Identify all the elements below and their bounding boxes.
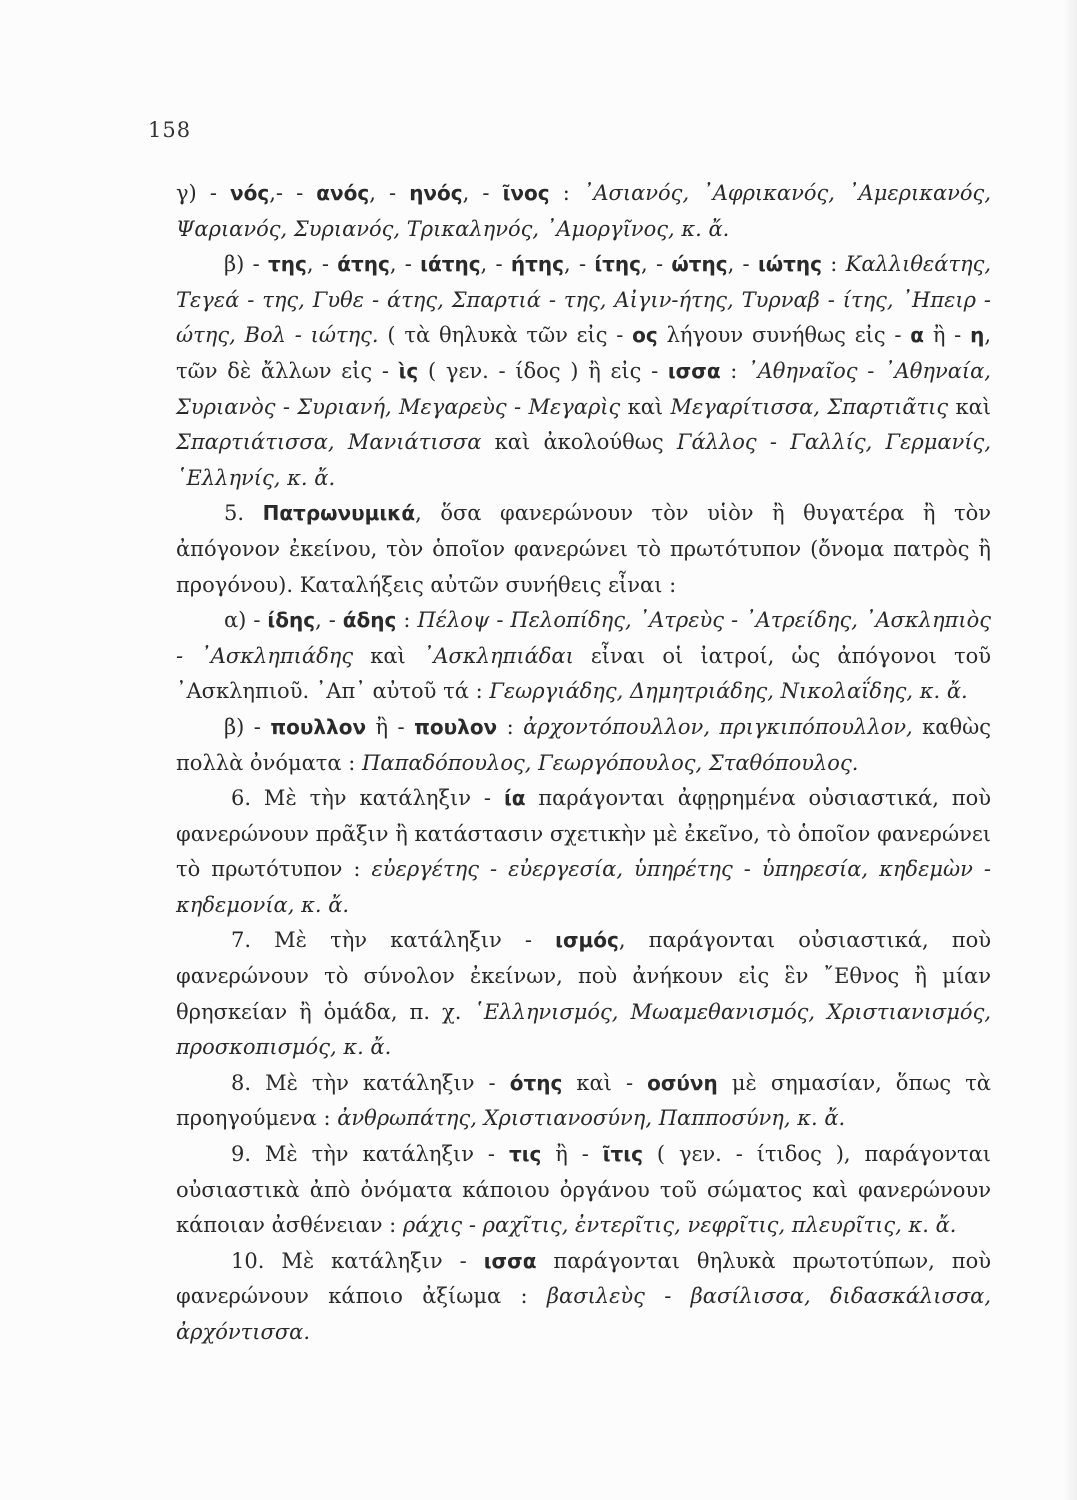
bold-suffix: η bbox=[970, 323, 985, 348]
text-run: : bbox=[497, 714, 524, 739]
text-run: καὶ bbox=[620, 394, 671, 419]
text-run: καὶ - bbox=[562, 1070, 648, 1095]
italic-example: Γεωργιάδης, Δημητριάδης, Νικολαΐδης, κ. ἄ. bbox=[489, 679, 968, 704]
text-run: : bbox=[549, 181, 583, 205]
text-run: : bbox=[821, 252, 846, 277]
bold-suffix: ος bbox=[632, 323, 658, 348]
text-run: παράγονται ἀφῃρημένα οὐσιαστικά, ποὺ φανερώνουν πρᾶξιν ἢ κατάστασιν σχετικὴν μὲ ἐκεῖνο, τὸ ὁποῖον φανερώνει τὸ πρωτότυπον : bbox=[176, 786, 991, 882]
paragraph bbox=[176, 923, 991, 1065]
text-run: , ὅσα φανερώνουν τὸν υἱὸν ἢ θυγατέρα ἢ τὸν ἀπόγονον ἐκείνου, τὸν ὁποῖον φανερώνει τὸ πρωτότυπον (ὄνομα πατρὸς ἢ προγόνου). Καταλήξεις αὐτῶν συνήθεις εἶναι : bbox=[176, 501, 991, 597]
paragraph bbox=[176, 176, 991, 247]
paragraph bbox=[176, 1137, 991, 1244]
bold-suffix: Πατρωνυμικά bbox=[262, 501, 416, 526]
italic-example: ῾Ελληνισμός, Μωαμεθανισμός, Χριστιανισμός, προσκοπισμός, κ. ἄ. bbox=[176, 999, 991, 1060]
bold-suffix: ῖτις bbox=[602, 1142, 643, 1167]
italic-example: βασιλεὺς - βασίλισσα, διδασκάλισσα, ἀρχόντισσα. bbox=[176, 1284, 992, 1344]
text-run: καὶ ἀκολούθως bbox=[481, 430, 677, 455]
paragraph bbox=[176, 710, 991, 781]
text-run: εἶναι οἱ ἰατροί, ὡς ἀπόγονοι τοῦ ᾿Ασκληπιοῦ. ᾿Απ᾿ αὐτοῦ τά : bbox=[176, 643, 992, 704]
bold-suffix: ήτης bbox=[510, 252, 564, 277]
text-run: ἢ - bbox=[541, 1142, 603, 1167]
text-run: , - bbox=[315, 608, 343, 633]
text-run: 8. Μὲ τὴν κατάληξιν - bbox=[231, 1070, 510, 1095]
bold-suffix: ίτης bbox=[594, 252, 641, 277]
text-run: 5. bbox=[224, 501, 263, 526]
italic-example: ᾿Αθηναῖος - ᾿Αθηναία, Συριανὸς - Συριανή, Μεγαρεὺς - Μεγαρὶς bbox=[176, 358, 991, 419]
text-run: μὲ σημασίαν, ὅπως τὰ προηγούμενα : bbox=[176, 1070, 991, 1131]
text-run: , - bbox=[369, 181, 410, 205]
text-run: , - bbox=[480, 252, 511, 277]
bold-suffix: ῖνος bbox=[502, 181, 550, 205]
paragraph bbox=[176, 1066, 991, 1137]
text-run: ,- - bbox=[269, 181, 317, 205]
bold-suffix: νός bbox=[230, 181, 270, 205]
italic-example: ᾿Ασκληπιάδαι bbox=[422, 643, 574, 668]
bold-suffix: ισσα bbox=[667, 358, 721, 383]
italic-example: εὐεργέτης - εὐεργεσία, ὑπηρέτης - ὑπηρεσία, κηδεμὼν - κηδεμονία, κ. ἄ. bbox=[176, 857, 991, 917]
text-run: , - bbox=[462, 181, 503, 205]
page-number: 158 bbox=[148, 118, 192, 142]
bold-suffix: ία bbox=[503, 786, 526, 811]
text-run: β) - bbox=[224, 252, 268, 277]
page-edge-shadow bbox=[1063, 0, 1077, 1500]
text-run: ( γεν. - ίδος ) ἢ εἰς - bbox=[418, 358, 668, 383]
italic-example: ἀρχοντόπουλλον, πριγκιπόπουλλον, bbox=[523, 714, 913, 739]
text-run: 10. Μὲ κατάληξιν - bbox=[231, 1248, 484, 1273]
text-run: , - bbox=[727, 252, 758, 277]
text-run: 7. Μὲ τὴν κατάληξιν - bbox=[231, 928, 556, 953]
text-run: , τῶν δὲ ἄλλων εἰς - bbox=[176, 323, 991, 383]
italic-example: Μεγαρίτισσα, Σπαρτιᾶτις bbox=[670, 394, 949, 419]
bold-suffix: άδης bbox=[342, 608, 397, 633]
bold-suffix: ισσα bbox=[483, 1248, 537, 1273]
paragraph bbox=[176, 781, 991, 923]
bold-suffix: ότης bbox=[509, 1070, 563, 1095]
italic-example: Παπαδόπουλος, Γεωργόπουλος, Σταθόπουλος. bbox=[362, 750, 859, 775]
bold-suffix: τις bbox=[508, 1142, 542, 1167]
paragraph bbox=[176, 603, 991, 710]
bold-suffix: πουλον bbox=[414, 714, 498, 739]
text-run: , - bbox=[306, 252, 338, 277]
text-run: β) - bbox=[224, 714, 271, 739]
bold-suffix: οσύνη bbox=[647, 1070, 718, 1095]
bold-suffix: α bbox=[910, 323, 925, 348]
paragraph bbox=[176, 1244, 991, 1351]
italic-example: Γάλλος - Γαλλίς, Γερμανίς, ῾Ελληνίς, κ. ἄ. bbox=[176, 430, 991, 490]
italic-example: ᾿Ασιανός, ᾿Αφρικανός, ᾿Αμερικανός, Ψαριανός, Συριανός, Τρικαληνός, ᾿Αμοργῖνος, κ. ἄ. bbox=[176, 181, 991, 241]
text-run: λήγουν συνήθως εἰς - bbox=[657, 323, 911, 348]
text-run: ( τὰ θηλυκὰ τῶν εἰς - bbox=[378, 323, 633, 348]
text-run: γ) - bbox=[176, 181, 231, 205]
text-run: καὶ bbox=[353, 643, 423, 668]
bold-suffix: ιώτης bbox=[757, 252, 822, 277]
bold-suffix: πουλλον bbox=[270, 714, 367, 739]
text-run: : bbox=[396, 608, 418, 633]
body-text bbox=[176, 176, 991, 1351]
text-run: καθὼς πολλὰ ὀνόματα : bbox=[176, 714, 992, 775]
text-run: : bbox=[720, 358, 748, 383]
italic-example: ράχις - ραχῖτις, ἐντερῖτις, νεφρῖτις, πλευρῖτις, κ. ἄ. bbox=[402, 1213, 957, 1238]
text-run: ( γεν. - ίτιδος ), παράγονται οὐσιαστικὰ ἀπὸ ὀνόματα κάποιου ὀργάνου τοῦ σώματος καὶ φανερώνουν κάποιαν ἀσθένειαν : bbox=[176, 1142, 992, 1238]
bold-suffix: ίδης bbox=[267, 608, 316, 633]
text-run: , - bbox=[641, 252, 672, 277]
text-run: ἢ - bbox=[924, 323, 971, 348]
bold-suffix: ώτης bbox=[671, 252, 728, 277]
italic-example: Καλλιθεάτης, Τεγεά - της, Γυθε - άτης, Σπαρτιά - της, Αἰγιν-ήτης, Τυρναβ - ίτης, ᾿Ηπειρ - ώτης, Βολ - ιώτης. bbox=[176, 252, 992, 348]
text-run: α) - bbox=[224, 608, 268, 633]
bold-suffix: ισμός bbox=[555, 928, 619, 953]
text-run: , - bbox=[389, 252, 421, 277]
text-run: 6. Μὲ τὴν κατάληξιν - bbox=[231, 786, 504, 811]
bold-suffix: ὶς bbox=[398, 358, 419, 383]
text-run: , - bbox=[564, 252, 595, 277]
text-run: 9. Μὲ τὴν κατάληξιν - bbox=[231, 1142, 509, 1167]
bold-suffix: ιάτης bbox=[420, 252, 481, 277]
italic-example: Σπαρτιάτισσα, Μανιάτισσα bbox=[176, 430, 482, 455]
bold-suffix: άτης bbox=[337, 252, 390, 277]
paragraph bbox=[176, 247, 991, 496]
italic-example: Πέλοψ - Πελοπίδης, ᾿Ατρεὺς - ᾿Ατρείδης, ᾿Ασκληπιὸς - ᾿Ασκληπιάδης bbox=[176, 608, 991, 668]
bold-suffix: ηνός bbox=[409, 181, 463, 205]
bold-suffix: ανός bbox=[316, 181, 370, 205]
text-run: , παράγονται οὐσιαστικά, ποὺ φανερώνουν τὸ σύνολον ἐκείνων, ποὺ ἀνήκουν εἰς ἓν ῎Εθνος ἢ μίαν θρησκείαν ἢ ὁμάδα, π. χ. bbox=[176, 928, 991, 1024]
italic-example: ἀνθρωπάτης, Χριστιανοσύνη, Παπποσύνη, κ. ἄ. bbox=[337, 1106, 846, 1131]
text-run: καὶ bbox=[948, 394, 992, 419]
text-run: παράγονται θηλυκὰ πρωτοτύπων, ποὺ φανερώνουν κάποιο ἀξίωμα : bbox=[176, 1248, 991, 1309]
text-run: ἢ - bbox=[366, 714, 415, 739]
bold-suffix: της bbox=[268, 252, 307, 277]
paragraph bbox=[176, 496, 991, 603]
